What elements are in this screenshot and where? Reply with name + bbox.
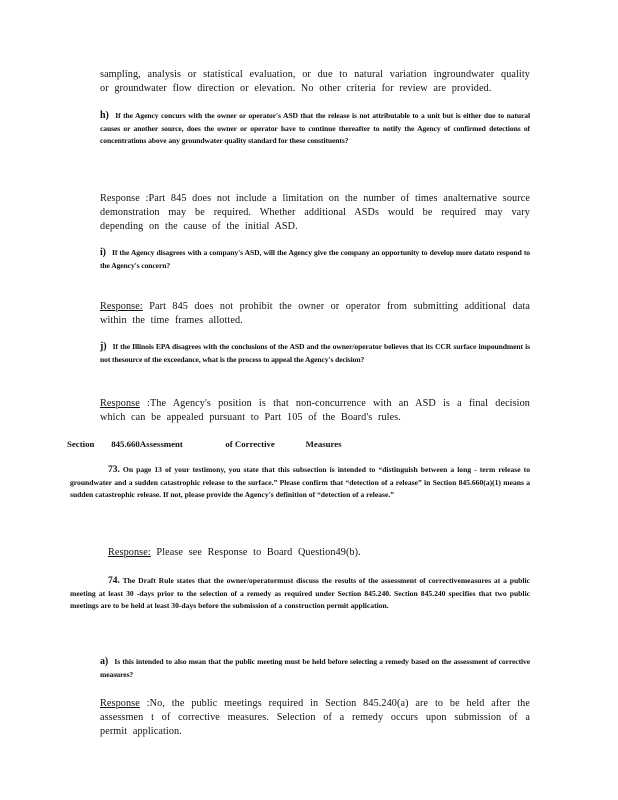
paragraph-continuation: sampling, analysis or statistical evaluation, or due to natural variation ingroundwater quality or groundwater flow direction or elevation. No other criteria for review are provided. — [100, 69, 530, 94]
response-74a — [100, 697, 530, 739]
question-74-text: The Draft Rule states that the owner/operatormust discuss the results of the assessment of correctivemeasures at a public meeting at least 30 -days prior to the selection of a remedy as required under Section 845.240. Section 845.240 specifies that two public meetings are to be held at least 30-days before the submission of a construction permit application. — [70, 576, 530, 610]
question-j — [100, 341, 530, 366]
question-73 — [70, 464, 530, 502]
section-title-part2: Measures — [305, 439, 342, 449]
question-i — [100, 247, 530, 272]
response-h-label: Response — [100, 193, 140, 204]
question-j-label: j) — [100, 341, 107, 352]
question-h-label: h) — [100, 110, 109, 121]
question-74 — [70, 575, 530, 613]
question-74-number: 74. — [108, 576, 120, 586]
question-i-text: If the Agency disagrees with a company's ASD, will the Agency give the company an opportunity to develop more datato respond to the Agency's concern? — [100, 248, 530, 270]
section-title-part1: of Corrective — [225, 439, 275, 449]
response-74a-text: :No, the public meetings required in Section 845.240(a) are to be held after the assessmen t of corrective measures. Selection of a remedy occurs upon submission of a permit application. — [100, 698, 530, 737]
response-73-label: Response: — [108, 547, 151, 558]
response-74a-label: Response — [100, 698, 140, 709]
question-73-text: On page 13 of your testimony, you state that this subsection is intended to “distinguish between a long - term release to groundwater and a sudden catastrophic release to the surface.” Please confirm that “detection of a release” in Section 845.660(a)(1) means a sudden catastrophic release. If not, please provide the Agency's definition of “detection of a release.” — [70, 465, 530, 499]
question-74a-text: Is this intended to also mean that the public meeting must be held before selecting a remedy based on the assessment of corrective measures? — [100, 657, 530, 679]
response-j-text: :The Agency's position is that non-concurrence with an ASD is a final decision which can be appealed pursuant to Part 105 of the Board's rules. — [100, 398, 530, 423]
section-heading — [67, 438, 537, 450]
response-j-label: Response — [100, 398, 140, 409]
response-j — [100, 397, 530, 425]
response-73 — [108, 546, 528, 560]
question-74a-label: a) — [100, 656, 109, 667]
question-h — [100, 110, 530, 148]
response-i — [100, 300, 530, 328]
response-h-text: :Part 845 does not include a limitation on the number of times analternative source demonstration may be required. Whether additional ASDs would be required may vary depending on the cause of the initial ASD. — [100, 193, 530, 232]
response-i-label: Response: — [100, 301, 143, 312]
section-number: 845.660Assessment — [111, 439, 183, 449]
question-h-text: If the Agency concurs with the owner or operator's ASD that the release is not attributable to a unit but is either due to natural causes or another source, does the owner or operator have to continue thereafter to notify the Agency of confirmed detections of concentrations above any groundwater quality standard for these constituents? — [100, 111, 530, 145]
response-i-text: Part 845 does not prohibit the owner or operator from submitting additional data within the time frames allotted. — [100, 301, 530, 326]
question-74a — [100, 656, 530, 681]
section-label: Section — [67, 439, 95, 449]
response-73-text: Please see Response to Board Question49(b). — [150, 547, 361, 558]
question-j-text: If the Illinois EPA disagrees with the conclusions of the ASD and the owner/operator believes that its CCR surface impoundment is not thesource of the exceedance, what is the process to appeal the Agency's decision? — [100, 342, 530, 364]
question-73-number: 73. — [108, 465, 120, 475]
response-h — [100, 192, 530, 234]
question-i-label: i) — [100, 247, 106, 258]
